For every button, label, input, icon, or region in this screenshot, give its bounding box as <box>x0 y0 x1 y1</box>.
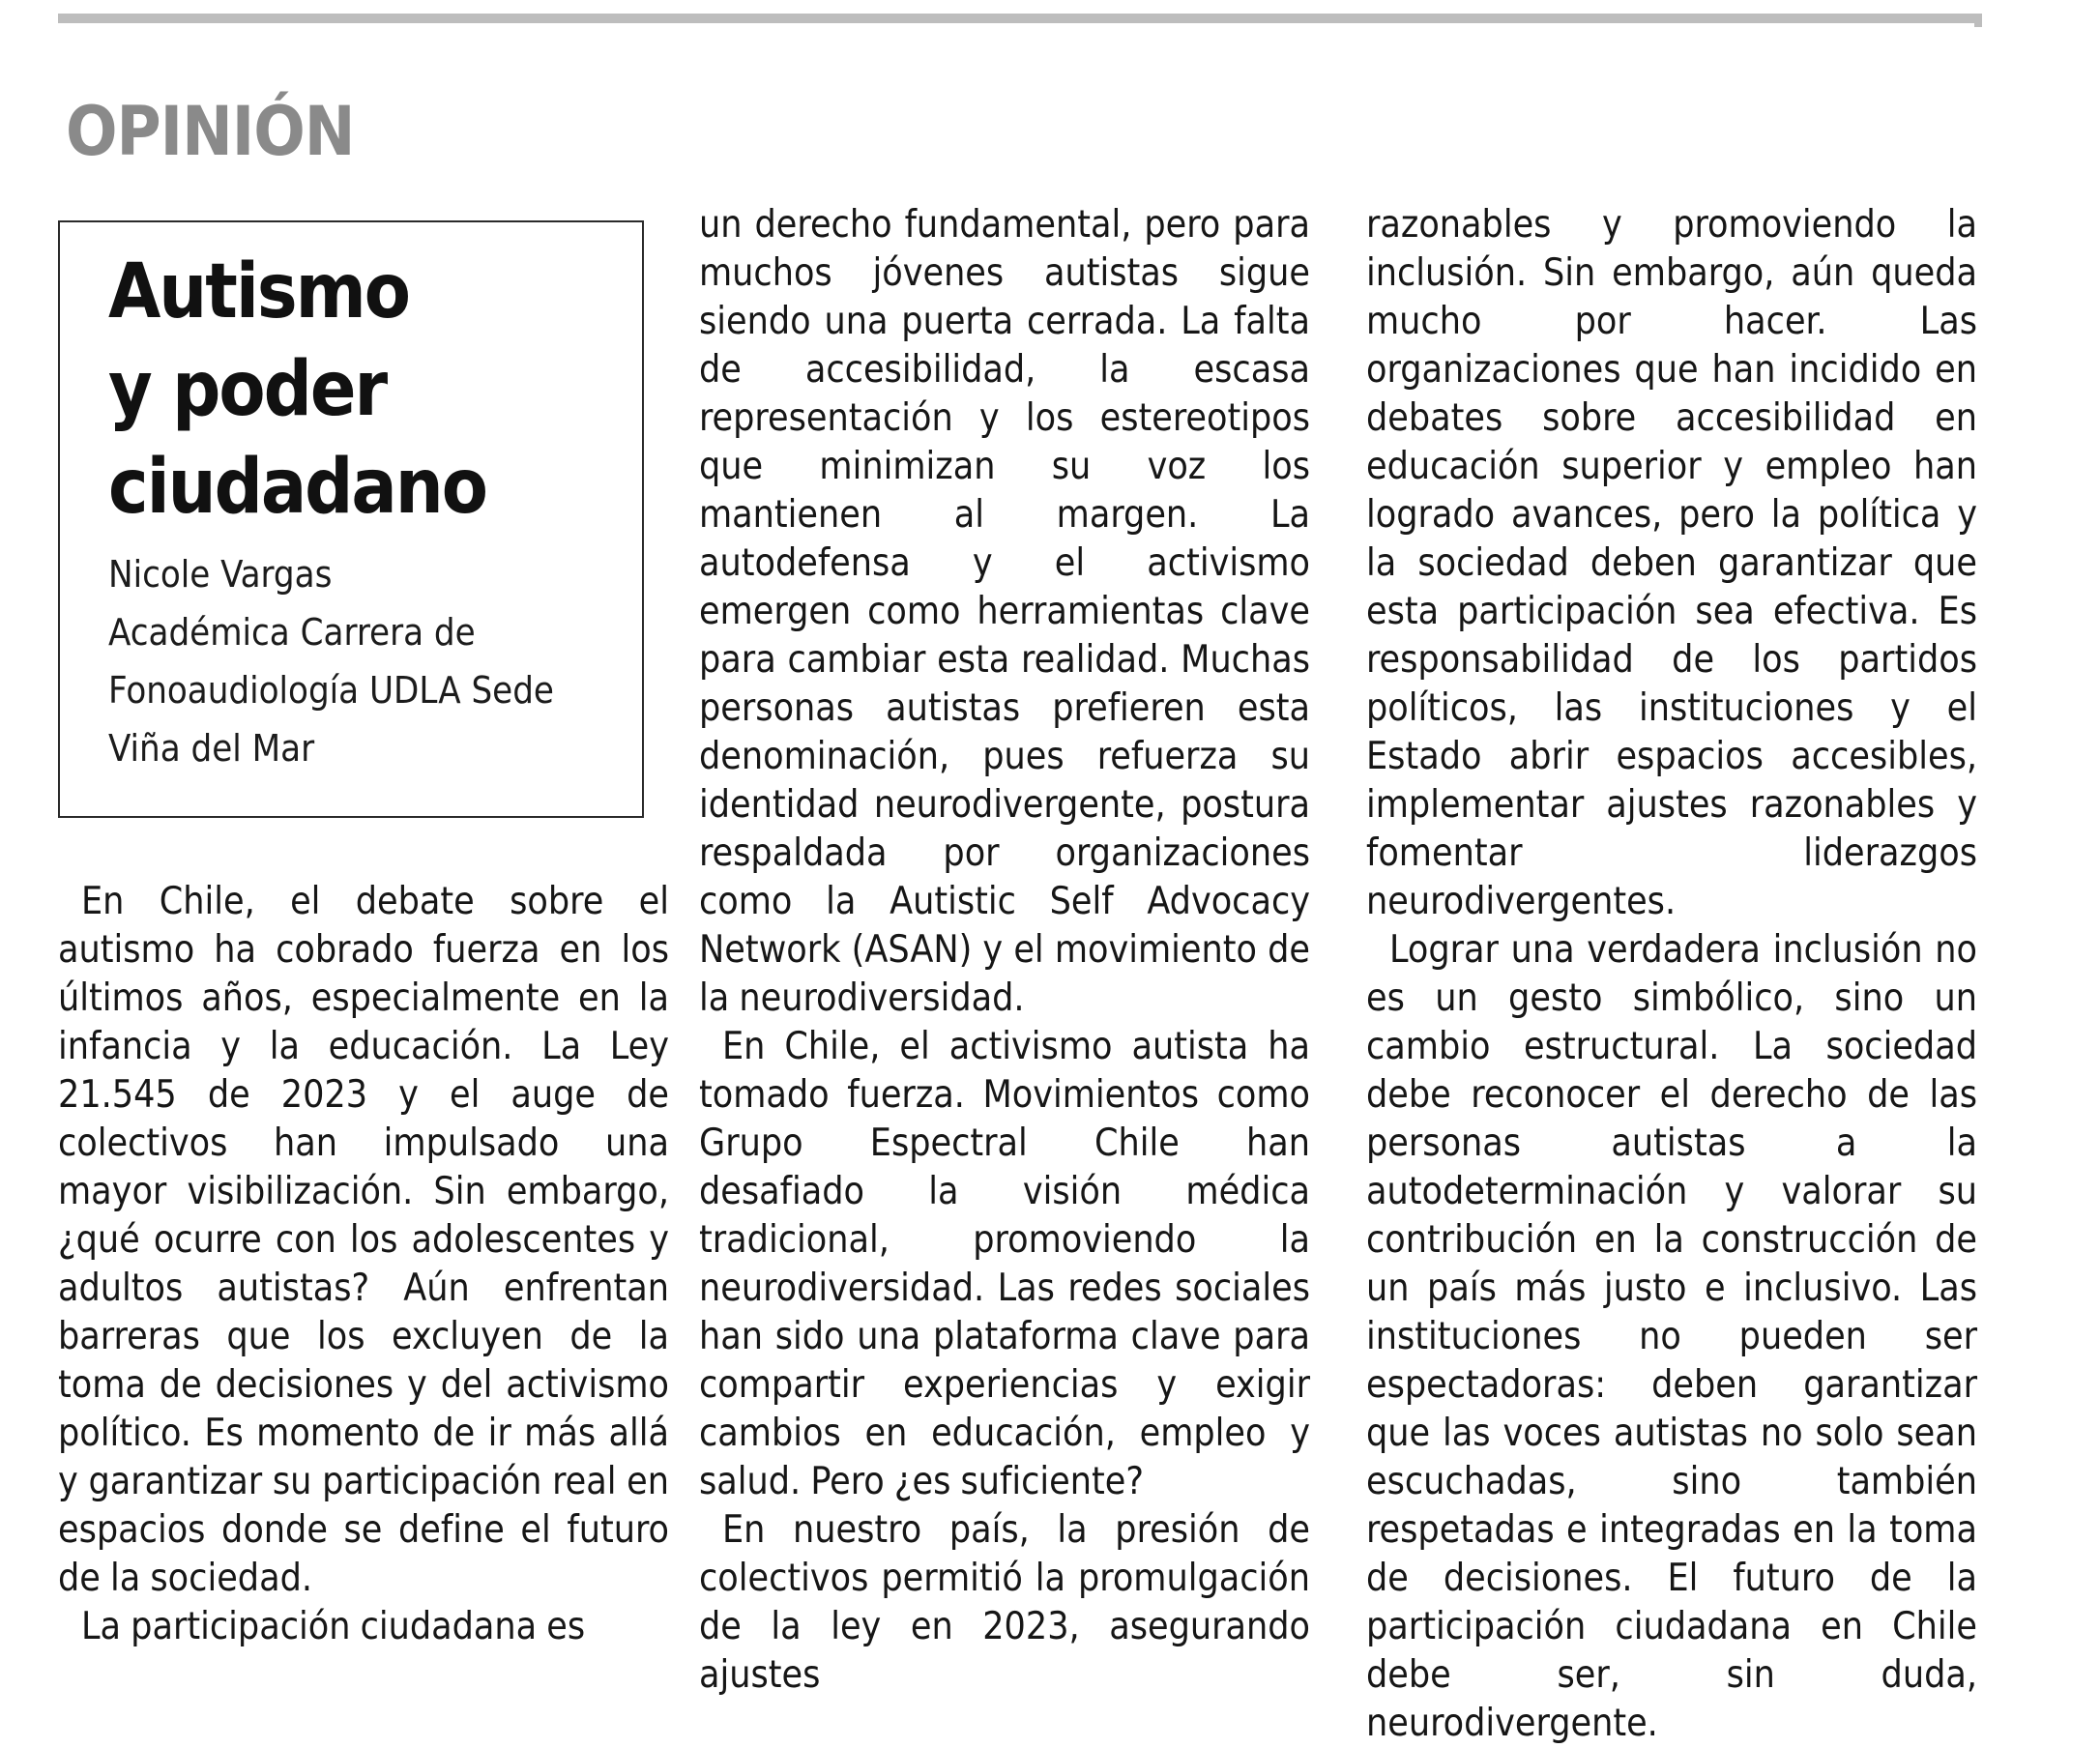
author-affiliation-line: Académica Carrera de <box>108 611 476 654</box>
author-block <box>108 545 554 777</box>
headline-box <box>58 220 644 818</box>
paragraph: Lograr una verdadera inclusión no es un gesto simbólico, sino un cambio estructural. La sociedad debe reconocer el derecho de las personas autistas a la autodeterminación y valorar su contribución en la construcción de un país más justo e inclusivo. Las instituciones no pueden ser espectadoras: deben garantizar que las voces autistas no solo sean escuchadas, sino también respetadas e integradas en la toma de decisiones. El futuro de la participación ciudadana en Chile debe ser, sin duda, neurodivergente. <box>1366 928 1977 1745</box>
author-affiliation-line: Viña del Mar <box>108 727 315 770</box>
paragraph: razonables y promoviendo la inclusión. Sin embargo, aún queda mucho por hacer. Las organizaciones que han incidido en debates sobre accesibilidad en educación superior y empleo han logrado avances, pero la política y la sociedad deben garantizar que esta participación sea efectiva. Es responsabilidad de los partidos políticos, las instituciones y el Estado abrir espacios accesibles, implementar ajustes razonables y fomentar liderazgos neurodivergentes. <box>1366 203 1977 923</box>
paragraph: En nuestro país, la presión de colectivos permitió la promulgación de la ley en 2023, asegurando ajustes <box>699 1508 1310 1697</box>
headline-line: Autismo <box>108 248 409 335</box>
paragraph: un derecho fundamental, pero para muchos jóvenes autistas sigue siendo una puerta cerrada. La falta de accesibilidad, la escasa representación y los estereotipos que minimizan su voz los mantienen al margen. La autodefensa y el activismo emergen como herramientas clave para cambiar esta realidad. Muchas personas autistas prefieren esta denominación, pues refuerza su identidad neurodivergente, postura respaldada por organizaciones como la Autistic Self Advocacy Network (ASAN) y el movimiento de la neurodiversidad. <box>699 203 1310 1020</box>
article-column-2 <box>699 201 1310 1697</box>
headline-line: y poder <box>108 346 387 433</box>
section-label: OPINIÓN <box>66 92 355 171</box>
top-rule <box>58 14 1982 23</box>
paragraph: En Chile, el activismo autista ha tomado fuerza. Movimientos como Grupo Espectral Chile han desafiado la visión médica tradicional, promoviendo la neurodiversidad. Las redes sociales han sido una plataforma clave para compartir experiencias y exigir cambios en educación, empleo y salud. Pero ¿es suficiente? <box>699 1025 1310 1503</box>
article-column-1 <box>58 878 669 1648</box>
headline-line: ciudadano <box>108 444 486 531</box>
author-affiliation-line: Fonoaudiología UDLA Sede <box>108 669 554 712</box>
paragraph: En Chile, el debate sobre el autismo ha cobrado fuerza en los últimos años, especialmente en la infancia y la educación. La Ley 21.545 de 2023 y el auge de colectivos han impulsado una mayor visibilización. Sin embargo, ¿qué ocurre con los adolescentes y adultos autistas? Aún enfrentan barreras que los excluyen de la toma de decisiones y del activismo político. Es momento de ir más allá y garantizar su participación real en espacios donde se define el futuro de la sociedad. <box>58 880 669 1600</box>
paragraph: La participación ciudadana es <box>81 1605 586 1648</box>
headline <box>108 244 486 537</box>
article-column-3 <box>1366 201 1977 1745</box>
author-name: Nicole Vargas <box>108 553 333 596</box>
